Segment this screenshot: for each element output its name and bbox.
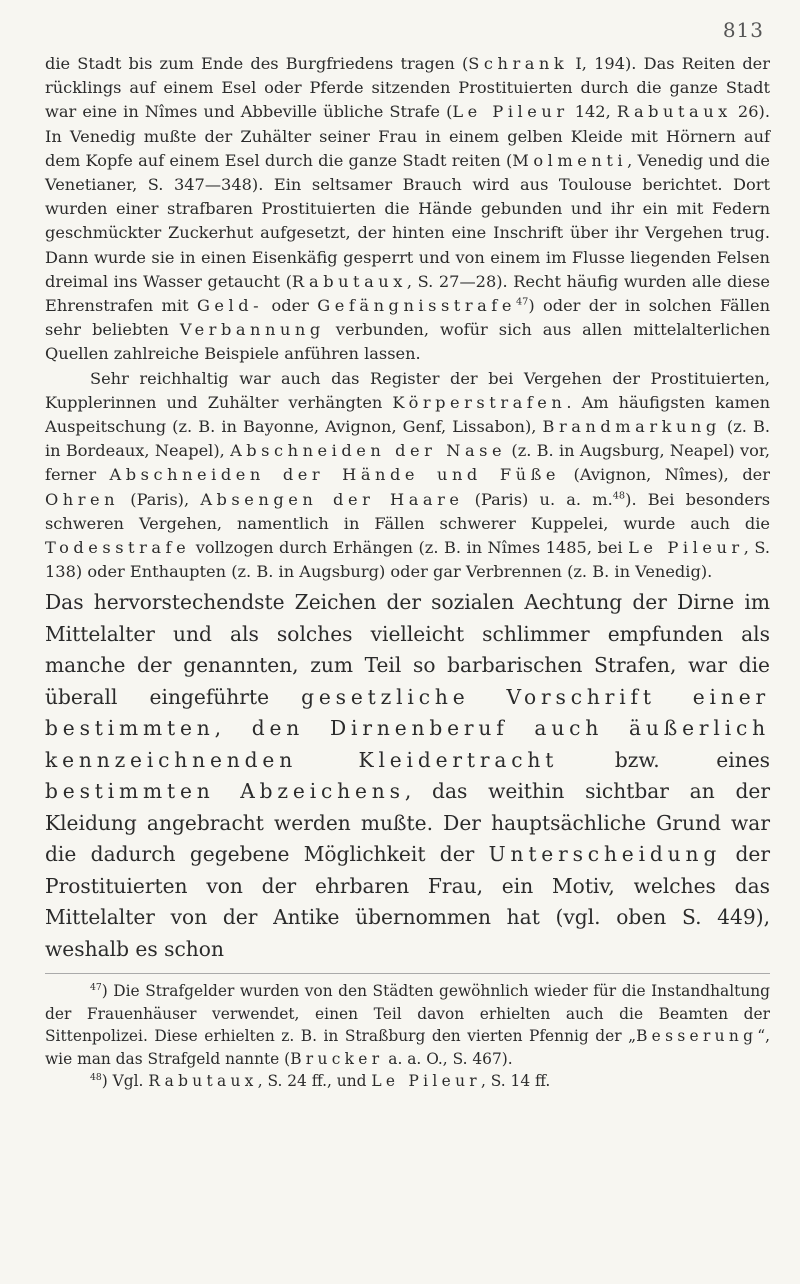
text-run: ) oder der in solchen Fällen sehr beliebten xyxy=(45,296,770,340)
text-run: , S. 14 ff. xyxy=(480,1072,551,1091)
emphasis: Ohren xyxy=(45,489,120,509)
text-run: Sehr reichhaltig war auch das Register der bei Vergehen der Prostituierten, Kupplerinnen und Zuhälter verhängten xyxy=(45,368,770,412)
emphasis: Abschneiden der Nase xyxy=(230,441,507,461)
author-name: Brucker xyxy=(290,1049,384,1068)
author-name: Rabutaux xyxy=(616,102,732,122)
text-run: vollzogen durch Erhängen (z. B. in Nîmes 1485, bei xyxy=(190,538,629,558)
author-name: Rabutaux xyxy=(291,271,407,291)
footnote-divider xyxy=(45,973,770,974)
paragraph-town-punishments xyxy=(45,52,770,367)
text-run: , S. 24 ff., und xyxy=(257,1072,372,1091)
emphasis: Verbannung xyxy=(179,320,325,340)
emphasis: Todesstrafe xyxy=(45,538,191,558)
emphasis: Absengen der Haare xyxy=(200,489,464,509)
text-run: Das hervorstechendste Zeichen der sozialen Aechtung der Dirne im Mittelalter und als solches vielleicht schlimmer empfunden als manche der genannten, zum Teil so barbarischen Strafen, war die überall eingeführte xyxy=(45,590,770,709)
emphasis: bestimmten Abzeichens xyxy=(45,779,405,804)
text-run: oder xyxy=(263,296,318,316)
emphasis: Körperstrafen xyxy=(392,392,567,412)
text-run: a. a. O., S. 467). xyxy=(383,1049,513,1068)
footnote-marker: 47 xyxy=(90,982,102,994)
text-run: , Venedig und die Venetianer, S. 347—348). Ein seltsamer Brauch wird aus Toulouse berichtet. Dort wurden einer strafbaren Prostituierten die Hände gebunden und ihr ein mit Federn geschmückter Zuckerhut aufgesetzt, der hinten eine Inschrift über ihr Vergehen trug. Dann wurde sie in einen Eisenkäfig gesperrt und von einem im Flusse liegenden Felsen dreimal ins Wasser getaucht ( xyxy=(45,150,770,291)
emphasis: Abschneiden der Hände und Füße xyxy=(109,465,561,485)
text-run: , das weithin sichtbar an der Kleidung angebracht werden mußte. Der hauptsächliche Grund war die dadurch gegebene Möglichkeit der xyxy=(45,779,770,867)
text-run: I, 194). Das Reiten der rücklings auf einem Esel oder Pferde sitzenden Prostituierten durch die ganze Stadt war eine in Nîmes und Abbeville übliche Strafe ( xyxy=(45,54,771,122)
emphasis: Besserung xyxy=(636,1027,758,1046)
text-run: (Paris) u. a. m. xyxy=(463,489,613,509)
footnote-48 xyxy=(45,1070,770,1093)
text-run: ) Vgl. xyxy=(101,1072,149,1091)
page-number: 813 xyxy=(722,18,764,42)
emphasis: gesetzliche Vorschrift einer bestimmten, den Dirnenberuf auch äußerlich kennzeichnenden Kleidertracht xyxy=(45,684,771,772)
text-run: ). Bei besonders schweren Vergehen, namentlich in Fällen schwerer Kuppelei, wurde auch die xyxy=(45,489,771,533)
author-name: Molmenti xyxy=(512,150,628,170)
text-run: (z. B. in Bordeaux, Neapel), xyxy=(45,417,770,461)
footnote-marker: 48 xyxy=(90,1072,102,1084)
emphasis: Gefängnisstrafe xyxy=(317,296,516,316)
emphasis: Unterscheidung xyxy=(488,842,722,867)
text-run: , S. 27—28). Recht häufig wurden alle diese Ehrenstrafen mit xyxy=(45,271,770,316)
text-run: ) Die Strafgelder wurden von den Städten gewöhnlich wieder für die Instandhaltung der Frauenhäuser verwendet, einen Teil davon erhielten auch die Beamten der Sittenpolizei. Diese erhielten z. B. in Straßburg den vierten Pfennig der „ xyxy=(45,982,770,1046)
author-name: Le Pileur xyxy=(371,1072,481,1091)
text-run: . Am häufigsten kamen Auspeitschung (z. B. in Bayonne, Avignon, Genf, Lissabon), xyxy=(45,392,770,437)
text-run: 142, xyxy=(568,102,617,122)
text-run: 26). In Venedig mußte der Zuhälter seiner Frau in einem gelben Kleide mit Hörnern auf dem Kopfe auf einem Esel durch die ganze Stadt reiten ( xyxy=(45,102,770,170)
footnote-ref: 47 xyxy=(515,296,529,308)
emphasis: Geld- xyxy=(196,296,264,316)
emphasis: Brandmarkung xyxy=(542,417,721,437)
text-run: bzw. eines xyxy=(558,747,771,772)
text-run: (z. B. in Augsburg, Neapel) vor, ferner xyxy=(45,441,770,485)
text-run: der Prostituierten von der ehrbaren Frau, ein Motiv, welches das Mittelalter von der Antike übernommen hat (vgl. oben S. 449), weshalb es schon xyxy=(45,842,771,961)
text-run: “, wie man das Strafgeld nannte ( xyxy=(45,1027,770,1068)
page-body xyxy=(45,52,770,1093)
paragraph-corporal-punishments xyxy=(45,367,770,585)
author-name: Schrank xyxy=(468,54,569,73)
footnote-ref: 48 xyxy=(612,490,626,502)
text-run: (Paris), xyxy=(119,489,201,509)
text-run: , S. 138) oder Enthaupten (z. B. in Augsburg) oder gar Verbrennen (z. B. in Venedig). xyxy=(45,538,770,582)
paragraph-distinctive-dress xyxy=(45,587,770,965)
text-run: (Avignon, Nîmes), der xyxy=(560,465,770,485)
footnote-47 xyxy=(45,980,770,1070)
text-run: die Stadt bis zum Ende des Burgfriedens tragen ( xyxy=(45,54,469,73)
author-name: Le Pileur xyxy=(628,538,744,558)
author-name: Rabutaux xyxy=(148,1072,258,1091)
author-name: Le Pileur xyxy=(452,102,569,122)
text-run: verbunden, wofür sich aus allen mittelalterlichen Quellen zahlreiche Beispiele anführen lassen. xyxy=(45,320,770,364)
